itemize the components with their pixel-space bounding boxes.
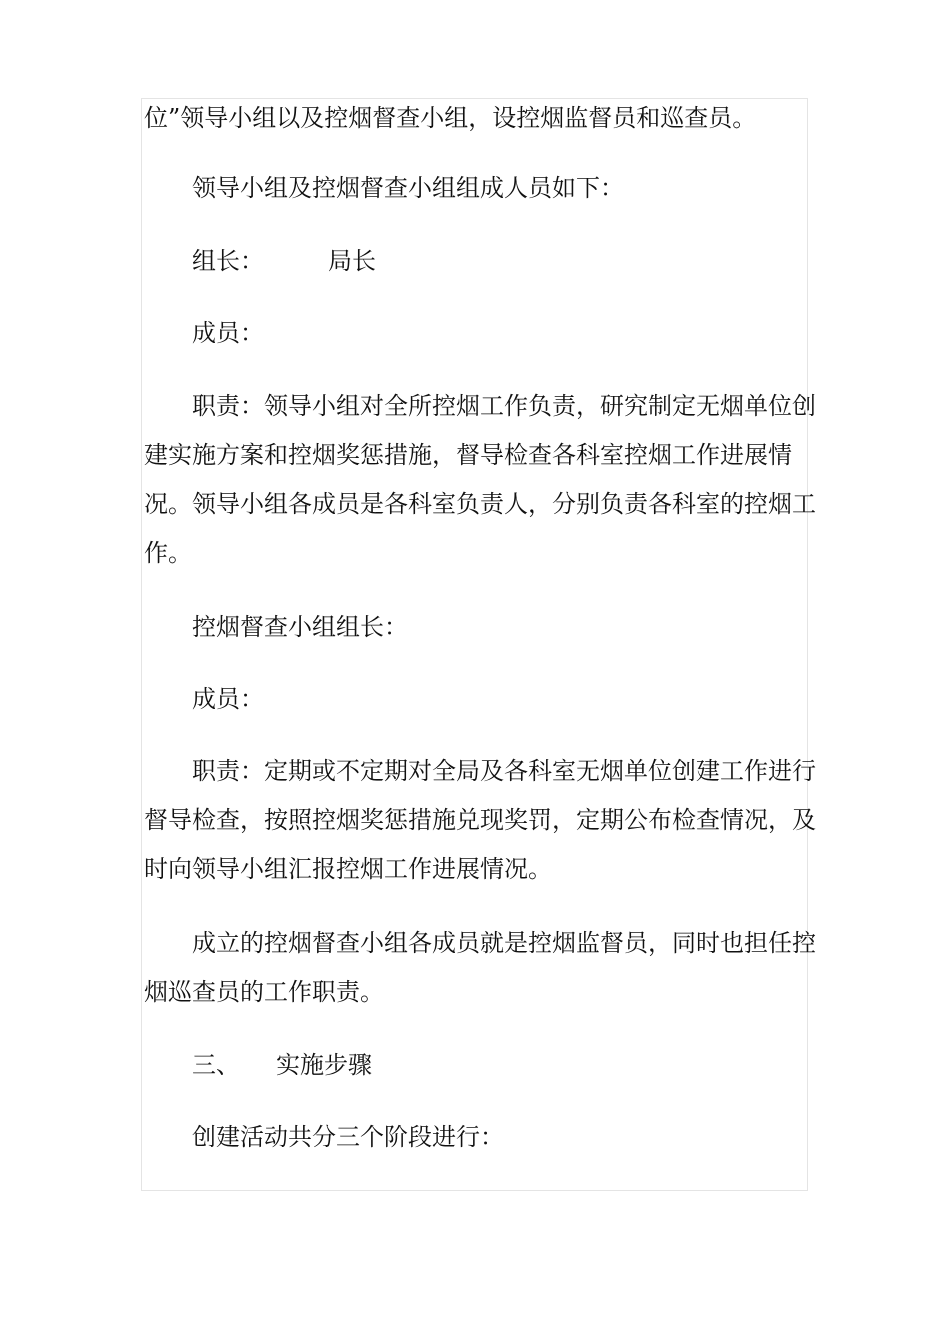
paragraph-members-intro [144,164,812,213]
section-title: 实施步骤 [276,1051,372,1079]
text-line: 建实施方案和控烟奖惩措施，督导检查各科室控烟工作进展情 [144,441,792,469]
leader-label: 组长： [192,247,264,275]
text-line: 况。领导小组各成员是各科室负责人，分别负责各科室的控烟工 [144,490,816,518]
paragraph-continuation [144,94,812,143]
paragraph-inspection-duties [144,747,816,894]
text-line: 烟巡查员的工作职责。 [144,978,384,1006]
paragraph-stages [144,1113,812,1162]
text-line: 控烟督查小组组长： [192,613,408,641]
text-line: 督导检查，按照控烟奖惩措施兑现奖罚，定期公布检查情况，及 [144,806,816,834]
text-line: 成立的控烟督查小组各成员就是控烟监督员，同时也担任控 [192,929,816,957]
text-line: 创建活动共分三个阶段进行： [192,1123,504,1151]
paragraph-members [144,309,812,358]
text-line: 时向领导小组汇报控烟工作进展情况。 [144,855,552,883]
text-line: 作。 [144,539,192,567]
text-line: 职责：定期或不定期对全局及各科室无烟单位创建工作进行 [192,757,816,785]
paragraph-leadership-duties [144,382,816,578]
paragraph-inspection-members [144,675,812,724]
section-heading [144,1041,812,1090]
text-line: 职责：领导小组对全所控烟工作负责，研究制定无烟单位创 [192,392,816,420]
leader-value: 局长 [328,247,376,275]
paragraph-supervisors [144,919,816,1017]
section-number: 三、 [192,1051,240,1079]
paragraph-inspection-leader [144,603,812,652]
text-line: 领导小组及控烟督查小组组成人员如下： [192,174,624,202]
paragraph-leader [144,237,812,286]
text-line: 位”领导小组以及控烟督查小组，设控烟监督员和巡查员。 [144,104,757,132]
text-line: 成员： [192,319,264,347]
text-line: 成员： [192,685,264,713]
